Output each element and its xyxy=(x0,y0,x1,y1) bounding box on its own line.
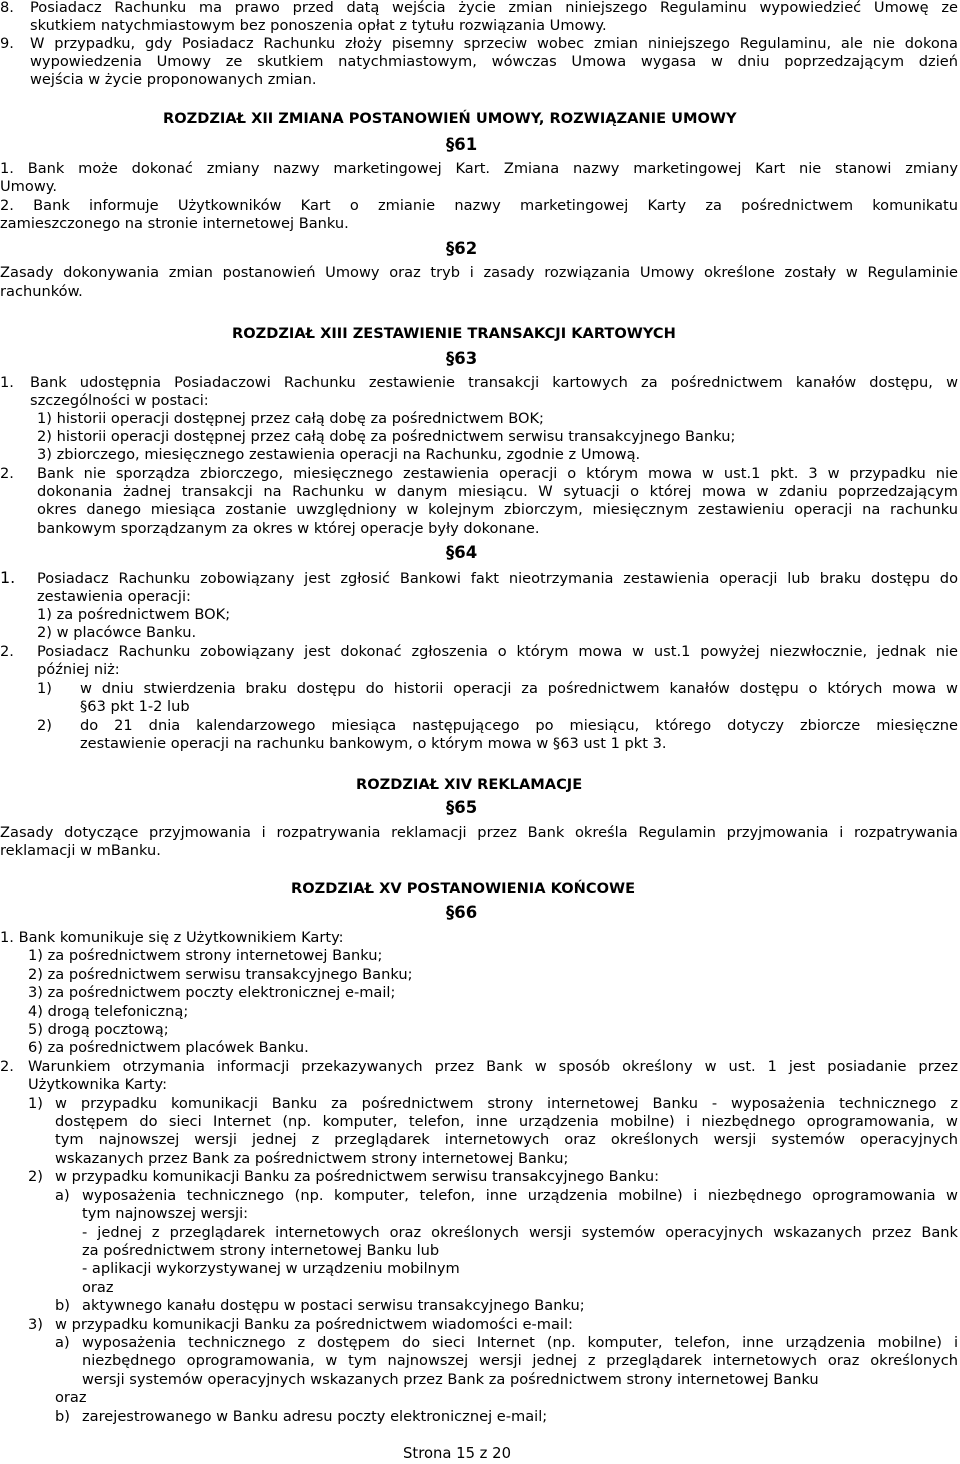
text-line: wskazanych przez Bank za pośrednictwem strony internetowej Banku; xyxy=(55,1150,569,1167)
text-line: Bank nie sporządza zbiorczego, miesięcznego zestawienia operacji o którym mowa w ust.1 pkt. 3 w przypadku nie xyxy=(37,465,958,482)
item-number: b) xyxy=(55,1297,70,1314)
item-number: b) xyxy=(55,1408,70,1425)
list-item: 1) historii operacji dostępnej przez całą dobę za pośrednictwem BOK; xyxy=(37,410,544,427)
chapter-title: ROZDZIAŁ XIII ZESTAWIENIE TRANSAKCJI KARTOWYCH xyxy=(232,325,676,342)
list-item: 1) za pośrednictwem strony internetowej Banku; xyxy=(28,947,383,964)
text-line: oraz xyxy=(55,1389,87,1406)
list-item: 6) za pośrednictwem placówek Banku. xyxy=(28,1039,309,1056)
text-line: §63 pkt 1-2 lub xyxy=(80,698,190,715)
text-line: aktywnego kanału dostępu w postaci serwisu transakcyjnego Banku; xyxy=(82,1297,585,1314)
paragraph-label: §63 xyxy=(446,349,478,368)
paragraph-label: §66 xyxy=(446,903,478,922)
chapter-title: ROZDZIAŁ XV POSTANOWIENIA KOŃCOWE xyxy=(291,880,636,897)
item-number: 1. xyxy=(0,568,16,587)
paragraph-label: §65 xyxy=(446,798,478,817)
text-line: Posiadacz Rachunku zobowiązany jest zgłosić Bankowi fakt nieotrzymania zestawienia operacji lub braku dostępu do xyxy=(37,570,958,587)
text-line: wyposażenia technicznego (np. komputer, telefon, inne urządzenia mobilne) i niezbędnego oprogramowania w xyxy=(82,1187,958,1204)
text-line: W przypadku, gdy Posiadacz Rachunku złoży pisemny sprzeciw wobec zmian niniejszego Regulaminu, ale nie dokona xyxy=(30,35,958,52)
text-line: Zasady dokonywania zmian postanowień Umowy oraz tryb i zasady rozwiązania Umowy określone zostały w Regulaminie xyxy=(0,264,958,281)
text-line: w przypadku komunikacji Banku za pośrednictwem wiadomości e-mail: xyxy=(55,1316,573,1333)
text-line: 1. Bank może dokonać zmiany nazwy marketingowej Kart. Zmiana nazwy marketingowej Kart nie stanowi zmiany xyxy=(0,160,958,177)
text-line: reklamacji w mBanku. xyxy=(0,842,161,859)
text-line: 1. Bank komunikuje się z Użytkownikiem Karty: xyxy=(0,929,344,946)
item-number: 2) xyxy=(28,1168,43,1185)
text-line: w dniu stwierdzenia braku dostępu do historii operacji za pośrednictwem kanałów dostępu o których mowa w xyxy=(80,680,958,697)
list-item: 2) za pośrednictwem serwisu transakcyjnego Banku; xyxy=(28,966,413,983)
text-line: zestawienie operacji na rachunku bankowym, o którym mowa w §63 ust 1 pkt 3. xyxy=(80,735,667,752)
text-line: wypowiedzenia Umowy ze skutkiem natychmiastowym, wówczas Umowa wygasa w dniu poprzedzającym dzień xyxy=(30,53,958,70)
item-number: a) xyxy=(55,1187,70,1204)
item-number: 1. xyxy=(0,374,14,391)
item-number: 8. xyxy=(0,0,14,16)
text-line: zarejestrowanego w Banku adresu poczty elektronicznej e-mail; xyxy=(82,1408,548,1425)
text-line: 2. Bank informuje Użytkowników Kart o zmianie nazwy marketingowej Karty za pośrednictwem komunikatu xyxy=(0,197,958,214)
text-line: oraz xyxy=(82,1279,114,1296)
list-item: 3) za pośrednictwem poczty elektronicznej e-mail; xyxy=(28,984,396,1001)
item-number: 2. xyxy=(0,643,14,660)
item-number: 2. xyxy=(0,465,14,482)
text-line: rachunków. xyxy=(0,283,83,300)
text-line: bankowym sporządzanym za okres w której operacje były dokonane. xyxy=(37,520,540,537)
list-item: 2) historii operacji dostępnej przez całą dobę za pośrednictwem serwisu transakcyjnego Banku; xyxy=(37,428,736,445)
text-line: wejścia w życie proponowanych zmian. xyxy=(30,71,317,88)
list-item: 1) za pośrednictwem BOK; xyxy=(37,606,231,623)
text-line: w przypadku komunikacji Banku za pośrednictwem serwisu transakcyjnego Banku: xyxy=(55,1168,660,1185)
paragraph-label: §61 xyxy=(446,135,478,154)
text-line: za pośrednictwem strony internetowej Banku lub xyxy=(82,1242,440,1259)
text-line: później niż: xyxy=(37,661,120,678)
item-number: 2) xyxy=(37,717,52,734)
text-line: tym najnowszej wersji: xyxy=(82,1205,249,1222)
text-line: zamieszczonego na stronie internetowej Banku. xyxy=(0,215,349,232)
text-line: dostępem do sieci Internet (np. komputer, telefon, inne urządzenia mobilne) i niezbędnego oprogramowania, w xyxy=(55,1113,958,1130)
text-line: tym najnowszej wersji jednej z przeglądarek internetowych oraz określonych wersji systemów operacyjnych xyxy=(55,1131,958,1148)
text-line: - jednej z przeglądarek internetowych oraz określonych wersji systemów operacyjnych wskazanych przez Bank xyxy=(82,1224,958,1241)
text-line: w przypadku komunikacji Banku za pośrednictwem strony internetowej Banku - wyposażenia technicznego z xyxy=(55,1095,958,1112)
text-line: Posiadacz Rachunku ma prawo przed datą wejścia życie zmian niniejszego Regulaminu wypowiedzieć Umowę ze xyxy=(30,0,958,16)
item-number: a) xyxy=(55,1334,70,1351)
text-line: wersji systemów operacyjnych wskazanych przez Bank za pośrednictwem strony internetowej Banku xyxy=(82,1371,819,1388)
text-line: szczególności w postaci: xyxy=(30,392,209,409)
text-line: niezbędnego oprogramowania, w tym najnowszej wersji jednej z przeglądarek internetowych oraz określonych xyxy=(82,1352,958,1369)
list-item: 5) drogą pocztową; xyxy=(28,1021,169,1038)
text-line: skutkiem natychmiastowym bez ponoszenia opłat z tytułu rozwiązania Umowy. xyxy=(30,17,607,34)
list-item: 3) zbiorczego, miesięcznego zestawienia operacji na Rachunku, zgodnie z Umową. xyxy=(37,446,641,463)
item-number: 1) xyxy=(28,1095,43,1112)
text-line: dokonania żadnej transakcji na Rachunku w danym miesiącu. W sytuacji o której mowa w zdaniu poprzedzającym xyxy=(37,483,958,500)
paragraph-label: §62 xyxy=(446,239,478,258)
text-line: Zasady dotyczące przyjmowania i rozpatrywania reklamacji przez Bank określa Regulamin przyjmowania i rozpatrywania xyxy=(0,824,958,841)
item-number: 9. xyxy=(0,35,14,52)
text-line: do 21 dnia kalendarzowego miesiąca następującego po miesiącu, którego dotyczy zbiorcze miesięczne xyxy=(80,717,958,734)
text-line: Bank udostępnia Posiadaczowi Rachunku zestawienie transakcji kartowych za pośrednictwem kanałów dostępu, w xyxy=(30,374,958,391)
chapter-title: ROZDZIAŁ XIV REKLAMACJE xyxy=(356,776,583,793)
list-item: 4) drogą telefoniczną; xyxy=(28,1003,189,1020)
list-item: 2) w placówce Banku. xyxy=(37,624,197,641)
page-number: Strona 15 z 20 xyxy=(403,1445,511,1462)
text-line: okres danego miesiąca zostanie uwzględniony w kolejnym zbiorczym, miesięcznym zestawieniu operacji na rachunku xyxy=(37,501,958,518)
text-line: Użytkownika Karty: xyxy=(28,1076,168,1093)
item-number: 2. xyxy=(0,1058,14,1075)
text-line: wyposażenia technicznego z dostępem do sieci Internet (np. komputer, telefon, inne urządzenia mobilne) i xyxy=(82,1334,958,1351)
item-number: 1) xyxy=(37,680,52,697)
item-number: 3) xyxy=(28,1316,43,1333)
text-line: Warunkiem otrzymania informacji przekazywanych przez Bank w sposób określony w ust. 1 jest posiadanie przez xyxy=(28,1058,958,1075)
paragraph-label: §64 xyxy=(446,543,478,562)
chapter-title: ROZDZIAŁ XII ZMIANA POSTANOWIEŃ UMOWY, ROZWIĄZANIE UMOWY xyxy=(163,110,737,127)
text-line: - aplikacji wykorzystywanej w urządzeniu mobilnym xyxy=(82,1260,460,1277)
text-line: Posiadacz Rachunku zobowiązany jest dokonać zgłoszenia o którym mowa w ust.1 powyżej niezwłocznie, jednak nie xyxy=(37,643,958,660)
text-line: zestawienia operacji: xyxy=(37,588,191,605)
text-line: Umowy. xyxy=(0,178,57,195)
